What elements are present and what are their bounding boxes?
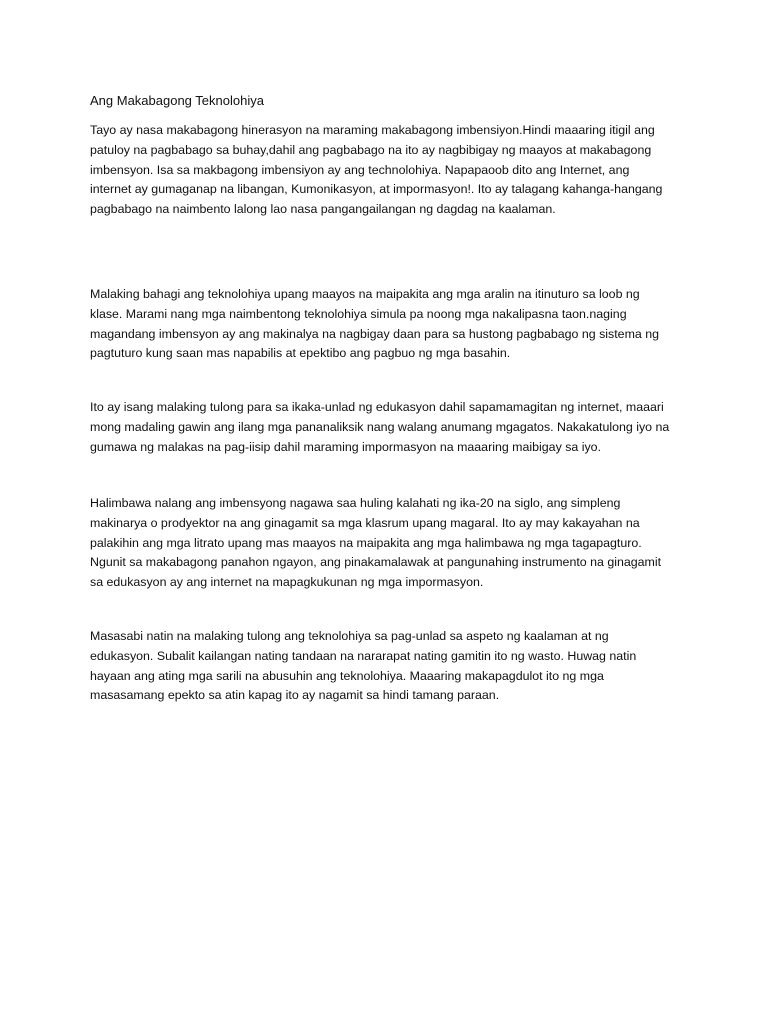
paragraph-4 <box>90 494 690 593</box>
paragraph-line: Tayo ay nasa makabagong hinerasyon na maraming makabagong imbensiyon.Hindi maaaring itigil ang <box>90 123 655 137</box>
paragraph-line: pagbabago na naimbento lalong lao nasa pangangailangan ng dagdag na kaalaman. <box>90 202 556 217</box>
paragraph-line: imbensyon. Isa sa makbagong imbensiyon ay ang technolohiya. Napapaoob dito ang Internet, ang <box>90 162 630 177</box>
paragraph-line: mong madaling gawin ang ilang mga pananaliksik nang walang anumang mgagatos. Nakakatulong iyo na <box>90 419 670 434</box>
paragraph-line: masasamang epekto sa atin kapag ito ay nagamit sa hindi tamang paraan. <box>90 688 500 703</box>
paragraph-line: magandang imbensyon ay ang makinalya na nagbigay daan para sa hustong pagbabago ng sistema ng <box>90 326 660 341</box>
paragraph-line: sa edukasyon ay ang internet na mapagkukunan ng mga impormasyon. <box>90 575 484 590</box>
paragraph-line: palakihin ang mga litrato upang mas maayos na maipakita ang mga halimbawa ng mga tagapagturo. <box>90 535 642 550</box>
paragraph-line: edukasyon. Subalit kailangan nating tandaan na nararapat nating gamitin ito ng wasto. Huwag natin <box>90 648 637 663</box>
paragraph-line: Ngunit sa makabagong panahon ngayon, ang pinakamalawak at pangunahing instrumento na ginagamit <box>90 555 662 570</box>
paragraph-line: Ito ay isang malaking tulong para sa ikaka-unlad ng edukasyon dahil sapamamagitan ng internet, maaari <box>90 400 664 414</box>
paragraph-line: makinarya o prodyektor na ang ginagamit sa mga klasrum upang magaral. Ito ay may kakayahan na <box>90 515 640 530</box>
document-title: Ang Makabagong Teknolohiya <box>90 93 264 108</box>
paragraph-5 <box>90 627 690 706</box>
paragraph-line: Malaking bahagi ang teknolohiya upang maayos na maipakita ang mga aralin na itinuturo sa loob ng <box>90 287 640 301</box>
paragraph-line: internet ay gumaganap na libangan, Kumonikasyon, at impormasyon!. Ito ay talagang kahanga-hangang <box>90 182 663 197</box>
paragraph-line: Masasabi natin na malaking tulong ang teknolohiya sa pag-unlad sa aspeto ng kaalaman at ng <box>90 629 609 643</box>
paragraph-line: gumawa ng malakas na pag-iisip dahil maraming impormasyon na maaaring maibigay sa iyo. <box>90 439 602 454</box>
paragraph-line: Halimbawa nalang ang imbensyong nagawa saa huling kalahati ng ika-20 na siglo, ang simpleng <box>90 496 621 510</box>
paragraph-line: klase. Marami nang mga naimbentong teknolohiya simula pa noong mga nakalipasna taon.naging <box>90 306 627 321</box>
paragraph-2 <box>90 285 690 364</box>
paragraph-1 <box>90 121 690 220</box>
paragraph-line: hayaan ang ating mga sarili na abusuhin ang teknolohiya. Maaaring makapagdulot ito ng mga <box>90 668 604 683</box>
paragraph-3 <box>90 398 690 457</box>
paragraph-line: patuloy na pagbabago sa buhay,dahil ang pagbabago na ito ay nagbibigay ng maayos at makabagong <box>90 142 652 157</box>
paragraph-line: pagtuturo kung saan mas napabilis at epektibo ang pagbuo ng mga basahin. <box>90 346 511 361</box>
